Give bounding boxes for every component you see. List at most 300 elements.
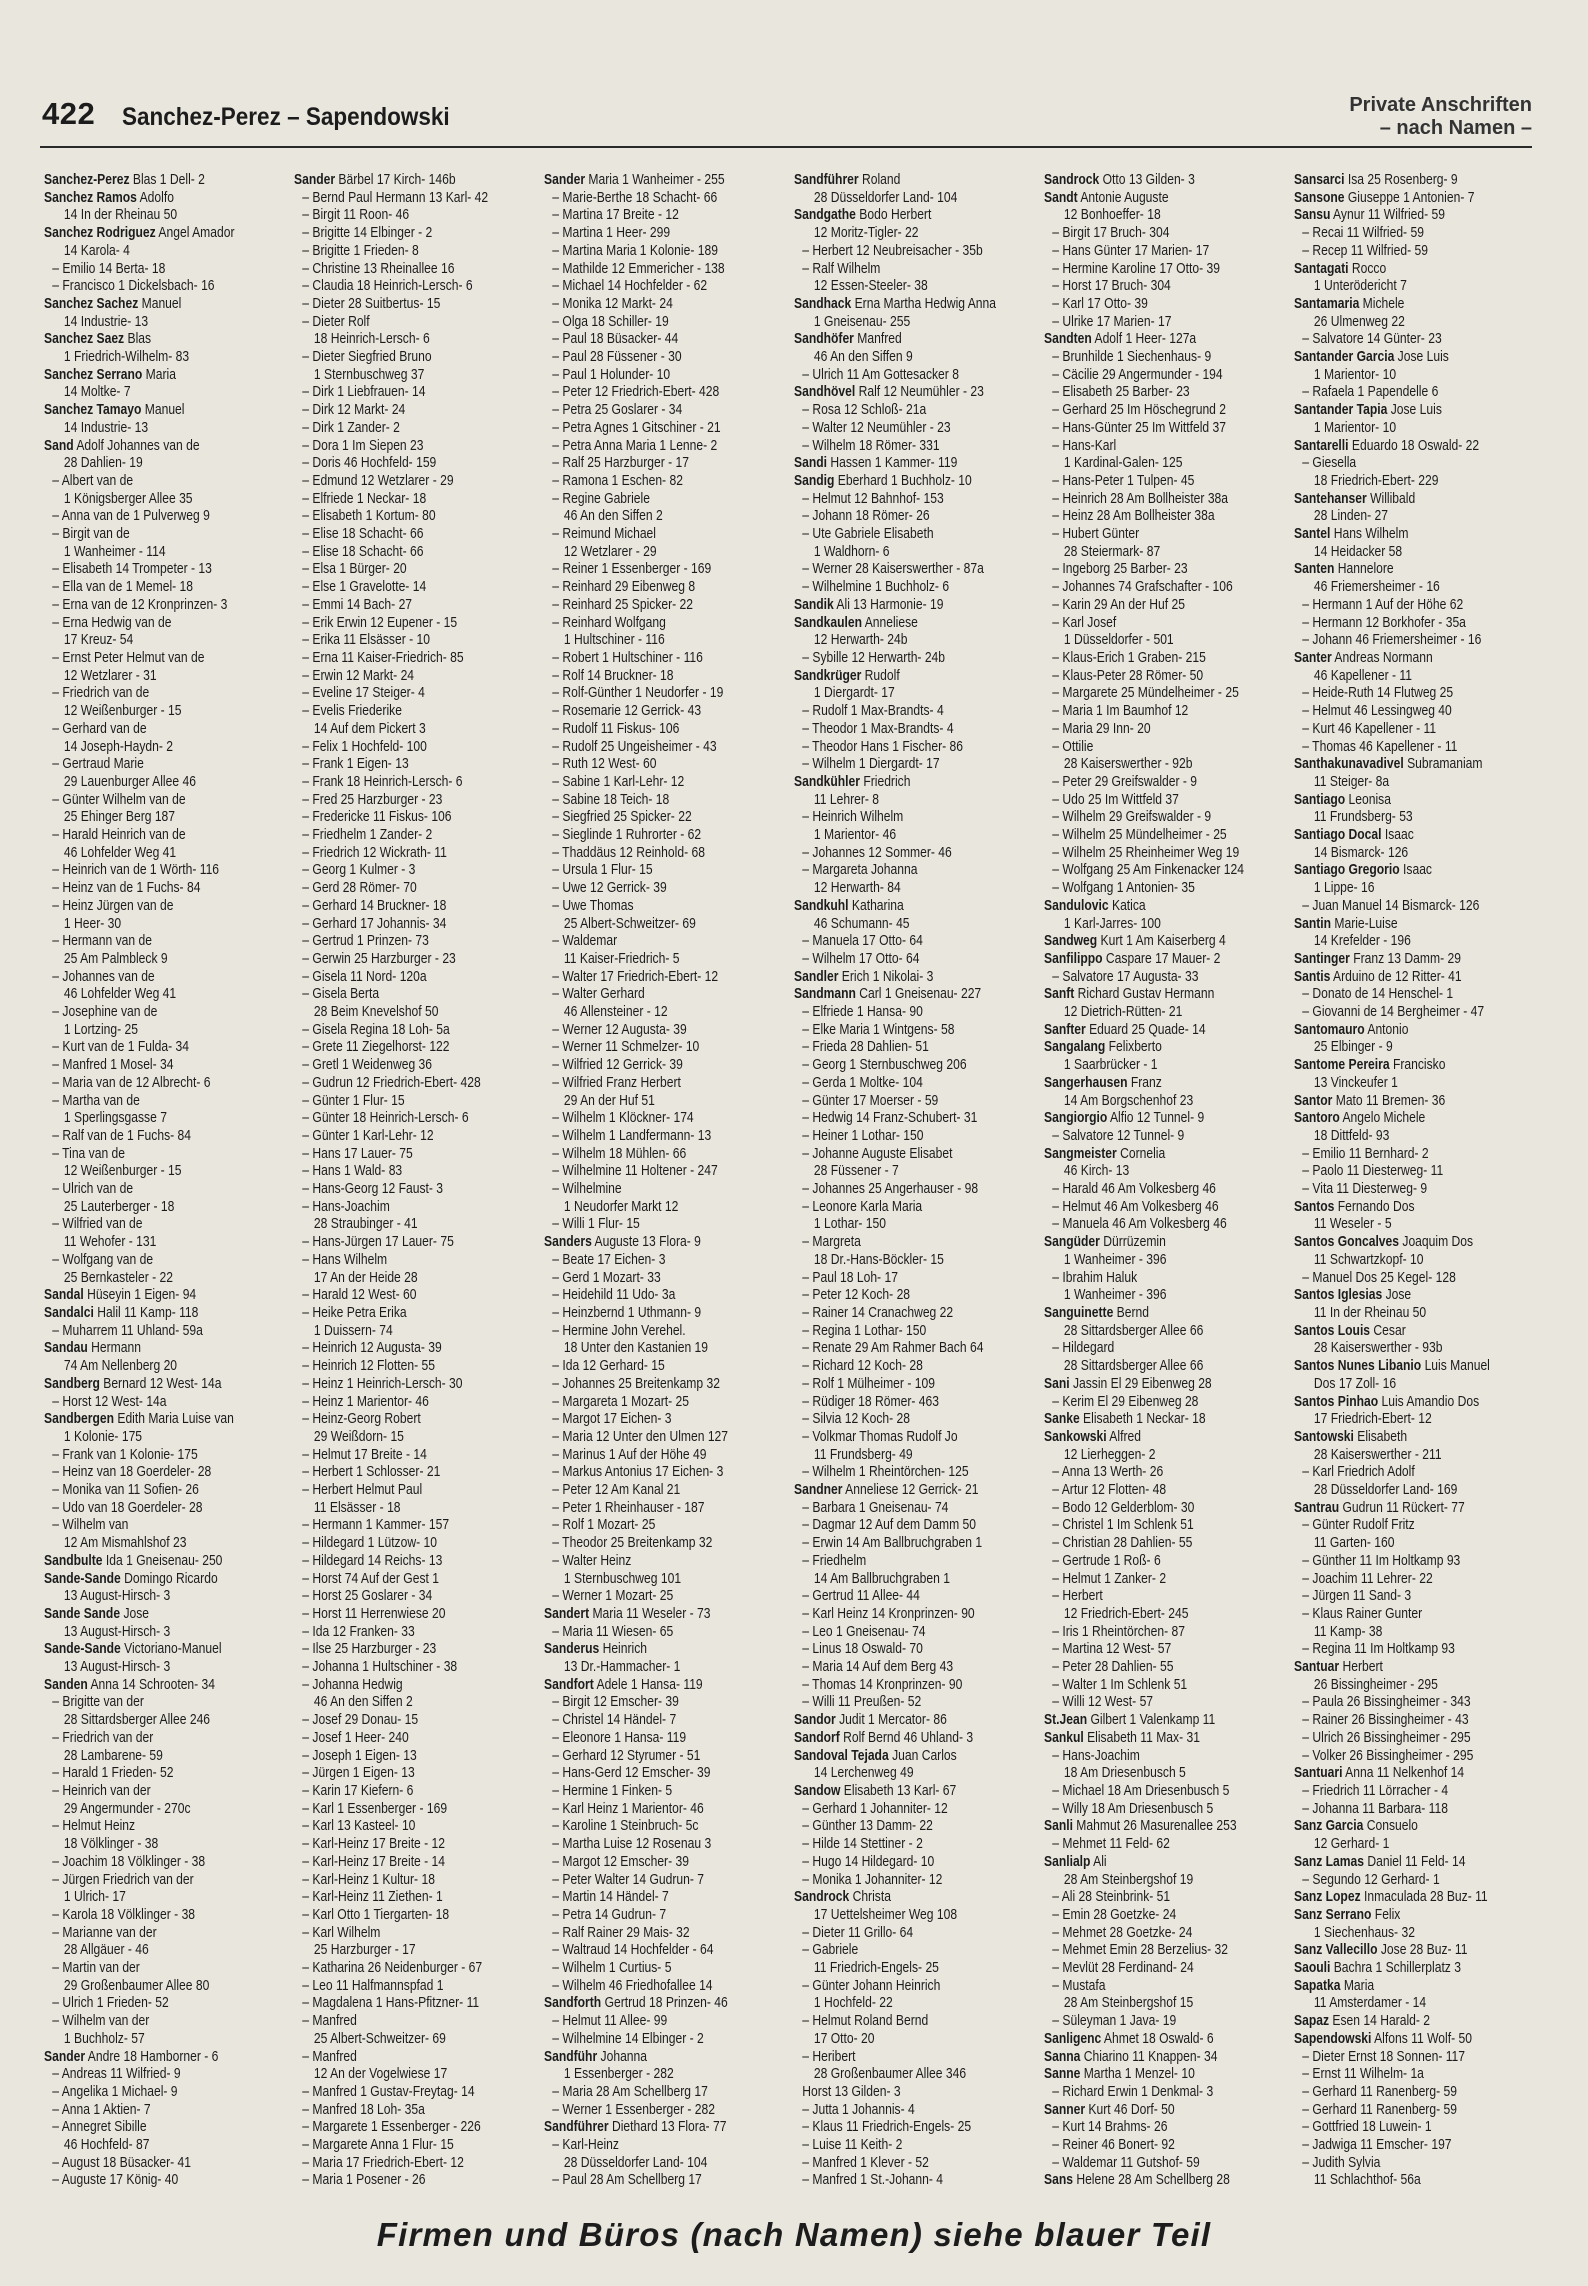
directory-subentry: – Klaus 11 Friedrich-Engels- 25 (802, 2119, 972, 2136)
directory-subentry: – Hugo 14 Hildegard- 10 (802, 1853, 935, 1870)
address-continuation: 28 Düsseldorfer Land- 169 (1313, 1482, 1458, 1499)
directory-subentry: – Auguste 17 König- 40 (52, 2172, 179, 2189)
directory-subentry: – Günter 18 Heinrich-Lersch- 6 (302, 1110, 469, 1127)
surname: Santos (1294, 1198, 1335, 1215)
directory-subentry: Horst 13 Gilden- 3 (802, 2083, 901, 2100)
surname: St.Jean (1044, 1712, 1088, 1729)
address-continuation: 28 Steiermark- 87 (1063, 543, 1161, 560)
directory-subentry: – Günter 1 Flur- 15 (302, 1092, 405, 1109)
entry-detail: Alfred (1106, 1428, 1141, 1445)
directory-subentry: – Margareta Johanna (802, 862, 918, 879)
directory-subentry: – Johannes 25 Breitenkamp 32 (552, 1375, 720, 1392)
directory-subentry: – Dieter 11 Grillo- 64 (802, 1924, 914, 1941)
entry-detail: Isaac (1399, 862, 1432, 879)
surname: Sapaz (1294, 2013, 1330, 2030)
entry-detail: Gudrun 11 Rückert- 77 (1339, 1499, 1465, 1516)
directory-subentry: – Gertrud 1 Prinzen- 73 (302, 933, 429, 950)
directory-subentry: – Theodor Hans 1 Fischer- 86 (802, 738, 963, 755)
directory-subentry: – Dieter Siegfried Bruno (302, 349, 432, 366)
surname: Sanligenc (1044, 2030, 1102, 2047)
surname: Sandik (794, 596, 834, 613)
directory-subentry: – Jürgen Friedrich van der (52, 1871, 194, 1888)
directory-subentry: – Werner 28 Kaiserswerther - 87a (802, 561, 984, 578)
directory-subentry: – Johannes van de (52, 968, 155, 985)
address-continuation: 14 Am Ballbruchgraben 1 (813, 1570, 950, 1587)
address-continuation: 1 Lothar- 150 (813, 1216, 886, 1233)
entry-detail: Caspare 17 Mauer- 2 (1102, 950, 1221, 967)
entry-detail: Anneliese 12 Gerrick- 21 (842, 1482, 979, 1499)
directory-subentry: – Tina van de (52, 1145, 126, 1162)
address-continuation: 29 Lauenburger Allee 46 (63, 773, 196, 790)
surname: Sans (1044, 2172, 1073, 2189)
directory-entry (1044, 986, 1248, 1004)
address-continuation: 28 Sittardsberger Allee 246 (63, 1712, 211, 1729)
entry-detail: Herbert (1339, 1659, 1383, 1676)
entry-detail: Diethard 13 Flora- 77 (608, 2119, 727, 2136)
directory-subentry: – Maria 28 Am Schellberg 17 (552, 2083, 708, 2100)
directory-subentry: – Wilhelmine 14 Elbinger - 2 (552, 2030, 704, 2047)
directory-column-2 (294, 172, 540, 2196)
surname: Santin (1294, 915, 1332, 932)
entry-detail: Isaac (1381, 827, 1414, 844)
directory-entry (544, 1641, 748, 1659)
directory-subentry: – Petra Anna Maria 1 Lenne- 2 (552, 437, 718, 454)
surname: Santarelli (1294, 437, 1349, 454)
directory-subentry: – Anna van de 1 Pulverweg 9 (52, 508, 210, 525)
directory-entry (794, 615, 998, 633)
directory-entry (1294, 1093, 1498, 1111)
surname: Sanders (544, 1234, 592, 1251)
directory-subentry: – Dagmar 12 Auf dem Damm 50 (802, 1517, 977, 1534)
address-continuation: 13 Dr.-Hammacher- 1 (563, 1659, 681, 1676)
address-continuation: 18 Friedrich-Ebert- 229 (1313, 472, 1439, 489)
surname: Sandforth (544, 1995, 602, 2012)
address-continuation: 12 Moritz-Tigler- 22 (813, 225, 919, 242)
directory-subentry: – Hermine 1 Finken- 5 (552, 1782, 673, 1799)
directory-subentry: – Friedhelm 1 Zander- 2 (302, 827, 433, 844)
directory-entry (1044, 2066, 1248, 2084)
address-continuation: 14 Industrie- 13 (63, 419, 149, 436)
entry-detail: Anneliese (861, 614, 918, 631)
directory-subentry: – Luise 11 Keith- 2 (802, 2137, 903, 2154)
directory-subentry: – Ernst 11 Wilhelm- 1a (1302, 2066, 1424, 2083)
directory-subentry: – Karola 18 Völklinger - 38 (52, 1906, 196, 1923)
directory-entry (44, 190, 248, 208)
surname: Sanz Serrano (1294, 1906, 1372, 1923)
address-continuation: 1 Gneisenau- 255 (813, 313, 911, 330)
surname: Santor (1294, 1092, 1333, 1109)
directory-entry (1044, 331, 1248, 349)
directory-subentry: – Marie-Berthe 18 Schacht- 66 (552, 189, 718, 206)
directory-subentry: – Hans Wilhelm (302, 1251, 388, 1268)
entry-detail: Roland (858, 172, 901, 188)
surname: Sanke (1044, 1411, 1080, 1428)
address-continuation: 1 Marientor- 46 (813, 827, 897, 844)
section-label-line1: Private Anschriften (1349, 94, 1532, 116)
directory-subentry: – Grete 11 Ziegelhorst- 122 (302, 1039, 450, 1056)
directory-entry (544, 1606, 748, 1624)
surname: Santinger (1294, 950, 1350, 967)
directory-subentry: – Brigitte van der (52, 1694, 144, 1711)
entry-detail: Martha 1 Menzel- 10 (1080, 2066, 1195, 2083)
directory-subentry: – Mathilde 12 Emmericher - 138 (552, 260, 725, 277)
directory-subentry: – Günter Rudolf Fritz (1302, 1517, 1415, 1534)
directory-entry (1044, 1110, 1248, 1128)
directory-subentry: – Sybille 12 Herwarth- 24b (802, 649, 946, 666)
directory-subentry: – Fredericke 11 Fiskus- 106 (302, 809, 452, 826)
directory-subentry: – Rainer 14 Cranachweg 22 (802, 1305, 954, 1321)
surname: Santos Goncalves (1294, 1234, 1400, 1251)
directory-subentry: – Francisco 1 Dickelsbach- 16 (52, 278, 215, 295)
entry-detail: Kurt 1 Am Kaiserberg 4 (1097, 933, 1226, 950)
surname: Santander Tapia (1294, 402, 1388, 419)
surname: Sandweg (1044, 933, 1098, 950)
surname: Santoro (1294, 1110, 1340, 1127)
directory-subentry: – Dirk 12 Markt- 24 (302, 402, 406, 419)
surname: Santehanser (1294, 490, 1367, 507)
directory-entry (794, 1712, 998, 1730)
address-continuation: 11 Garten- 160 (1313, 1535, 1395, 1552)
directory-subentry: – Brunhilde 1 Siechenhaus- 9 (1052, 349, 1212, 366)
address-continuation: 11 Wehofer - 131 (63, 1234, 157, 1251)
directory-entry (794, 331, 998, 349)
directory-entry (1294, 2031, 1498, 2049)
directory-subentry: – Angelika 1 Michael- 9 (52, 2083, 178, 2100)
entry-detail: Bärbel 17 Kirch- 146b (335, 172, 456, 188)
address-continuation: 1 Ulrich- 17 (63, 1889, 126, 1906)
entry-detail: Juan Carlos (888, 1747, 957, 1764)
directory-subentry: – Herbert Helmut Paul (302, 1482, 423, 1499)
directory-subentry: – Horst 74 Auf der Gest 1 (302, 1570, 439, 1587)
directory-entry (794, 296, 998, 314)
address-continuation: 12 Dietrich-Rütten- 21 (1063, 1004, 1183, 1021)
directory-subentry: – Ali 28 Steinbrink- 51 (1052, 1889, 1171, 1906)
directory-subentry: – Thaddäus 12 Reinhold- 68 (552, 844, 705, 861)
directory-subentry: – Elsa 1 Bürger- 20 (302, 561, 407, 578)
directory-subentry: – Dieter Ernst 18 Sonnen- 117 (1302, 2048, 1466, 2065)
entry-detail: Angel Amador (155, 225, 235, 242)
surname: Santiago (1294, 791, 1346, 808)
directory-subentry: – Gerhard 17 Johannis- 34 (302, 915, 447, 932)
surname: Sandführer (794, 172, 859, 188)
directory-entry (1044, 1712, 1248, 1730)
directory-subentry: – Hildegard 1 Lützow- 10 (302, 1535, 437, 1552)
directory-subentry: – Ursula 1 Flur- 15 (552, 862, 653, 879)
surname: Santuari (1294, 1765, 1343, 1782)
directory-subentry: – Manfred (302, 2048, 357, 2065)
directory-subentry: – Maria 14 Auf dem Berg 43 (802, 1659, 954, 1676)
directory-entry (1044, 1039, 1248, 1057)
directory-subentry: – Emilio 11 Bernhard- 2 (1302, 1145, 1429, 1162)
address-continuation: 25 Albert-Schweitzer- 69 (313, 2030, 446, 2047)
directory-subentry: – Waldemar 11 Gutshof- 59 (1052, 2154, 1200, 2171)
directory-subentry: – Karl 1 Essenberger - 169 (302, 1800, 448, 1817)
directory-subentry: – Heinz Jürgen van de (52, 897, 174, 914)
address-continuation: 28 Dahlien- 19 (63, 455, 143, 472)
directory-subentry: – Kurt 14 Brahms- 26 (1052, 2119, 1168, 2136)
address-continuation: 46 An den Siffen 9 (813, 349, 913, 366)
entry-detail: Adolfo (136, 189, 174, 206)
address-continuation: 12 Herwarth- 84 (813, 880, 901, 897)
surname: Santhakunavadivel (1294, 756, 1404, 773)
address-continuation: 18 Heinrich-Lersch- 6 (313, 331, 430, 348)
surname: Sandi (794, 455, 827, 472)
directory-subentry: – Hans-Georg 12 Faust- 3 (302, 1181, 444, 1198)
directory-subentry: – Annegret Sibille (52, 2119, 147, 2136)
address-continuation: 25 Elbinger - 9 (1313, 1039, 1393, 1056)
address-continuation: 1 Siechenhaus- 32 (1313, 1924, 1415, 1941)
directory-subentry: – Marianne van der (52, 1924, 157, 1941)
surname: Sandalci (44, 1305, 94, 1321)
directory-entry (794, 969, 998, 987)
address-continuation: 74 Am Nellenberg 20 (63, 1358, 178, 1375)
directory-subentry: – Martina 17 Breite - 12 (552, 207, 679, 224)
entry-detail: Katica (1108, 897, 1146, 914)
directory-subentry: – Emin 28 Goetzke- 24 (1052, 1906, 1177, 1923)
directory-subentry: – Linus 18 Oswald- 70 (802, 1641, 923, 1658)
directory-entry (794, 668, 998, 686)
directory-subentry: – Petra Agnes 1 Gitschiner - 21 (552, 419, 721, 436)
directory-subentry: – Willi 11 Preußen- 52 (802, 1694, 922, 1711)
directory-subentry: – Georg 1 Sternbuschweg 206 (802, 1057, 967, 1074)
directory-entry (1044, 1305, 1248, 1323)
directory-entry (1294, 1394, 1498, 1412)
address-continuation: 28 Großenbaumer Allee 346 (813, 2066, 967, 2083)
directory-subentry: – Josef 29 Donau- 15 (302, 1712, 419, 1729)
directory-entry (1294, 1765, 1498, 1783)
entry-detail: Friedrich (859, 773, 911, 790)
directory-subentry: – Dirk 1 Liebfrauen- 14 (302, 384, 426, 401)
directory-subentry: – Edmund 12 Wetzlarer - 29 (302, 472, 454, 489)
directory-subentry: – Kurt van de 1 Fulda- 34 (52, 1039, 189, 1056)
directory-subentry: – Paula 26 Bissingheimer - 343 (1302, 1694, 1471, 1711)
surname: Sanft (1044, 986, 1075, 1003)
directory-subentry: – Heiner 1 Lothar- 150 (802, 1127, 924, 1144)
directory-subentry: – Johannes 25 Angerhauser - 98 (802, 1181, 979, 1198)
directory-entry (1294, 1057, 1498, 1075)
directory-subentry: – Salvatore 12 Tunnel- 9 (1052, 1127, 1185, 1144)
directory-subentry: – Karl 17 Otto- 39 (1052, 295, 1148, 312)
address-continuation: 14 Karola- 4 (63, 242, 130, 259)
directory-subentry: – Günther 11 Im Holtkamp 93 (1302, 1552, 1461, 1569)
address-continuation: 1 Marientor- 10 (1313, 419, 1397, 436)
directory-subentry: – Hans-Peter 1 Tulpen- 45 (1052, 472, 1195, 489)
address-continuation: 12 Gerhard- 1 (1313, 1836, 1390, 1853)
directory-subentry: – Peter 12 Koch- 28 (802, 1287, 911, 1304)
address-continuation: 1 Wanheimer - 114 (63, 543, 166, 560)
directory-entry (1294, 1022, 1498, 1040)
directory-subentry: – Wolfgang 25 Am Finkenacker 124 (1052, 862, 1244, 879)
address-continuation: 46 Lohfelder Weg 41 (63, 986, 177, 1003)
directory-subentry: – Barbara 1 Gneisenau- 74 (802, 1499, 949, 1516)
directory-subentry: – Ute Gabriele Elisabeth (802, 526, 934, 543)
entry-detail: Elisabeth (1353, 1428, 1408, 1445)
directory-subentry: – Martin van der (52, 1960, 140, 1977)
entry-detail: Ida 1 Gneisenau- 250 (102, 1552, 223, 1569)
directory-subentry: – Christian 28 Dahlien- 55 (1052, 1535, 1193, 1552)
directory-subentry: – Wilhelm 1 Landfermann- 13 (552, 1127, 712, 1144)
directory-subentry: – Wilhelm 18 Mühlen- 66 (552, 1145, 687, 1162)
address-continuation: 26 Bissingheimer - 295 (1313, 1676, 1438, 1693)
surname: Santomauro (1294, 1021, 1365, 1038)
surname: Sandoval Tejada (794, 1747, 889, 1764)
directory-subentry: – Andreas 11 Wilfried- 9 (52, 2066, 181, 2083)
address-continuation: 1 Lippe- 16 (1313, 880, 1375, 897)
entry-detail: Luis Manuel (1421, 1358, 1490, 1375)
directory-subentry: – Karin 29 An der Huf 25 (1052, 596, 1185, 613)
entry-detail: Kurt 46 Dorf- 50 (1085, 2101, 1175, 2118)
directory-subentry: – Jürgen 1 Eigen- 13 (302, 1765, 415, 1782)
address-continuation: 14 Bismarck- 126 (1313, 844, 1409, 861)
directory-subentry: – Mustafa (1052, 1977, 1106, 1994)
directory-entry (1044, 1854, 1248, 1872)
surname: Sanchez-Perez (44, 172, 130, 188)
directory-subentry: – Dieter 28 Suitbertus- 15 (302, 295, 441, 312)
surname: Sandkühler (794, 773, 860, 790)
directory-subentry: – Maria 12 Unter den Ulmen 127 (552, 1428, 729, 1445)
address-continuation: 46 An den Siffen 2 (563, 508, 663, 525)
directory-subentry: – Helmut 11 Allee- 99 (552, 2013, 668, 2030)
directory-subentry: – Ulrike 17 Marien- 17 (1052, 313, 1172, 330)
directory-subentry: – Monika van 11 Sofien- 26 (52, 1482, 199, 1499)
address-continuation: 28 Füssener - 7 (813, 1163, 899, 1180)
page-name-range: Sanchez-Perez – Sapendowski (122, 103, 450, 131)
directory-subentry: – Karoline 1 Steinbruch- 5c (552, 1818, 699, 1835)
directory-subentry: – Karl Josef (1052, 614, 1117, 631)
address-continuation: 1 Sperlingsgasse 7 (63, 1110, 167, 1127)
directory-subentry: – Hans-Jürgen 17 Lauer- 75 (302, 1234, 454, 1251)
directory-entry (1294, 2013, 1498, 2031)
entry-detail: Joaquim Dos (1399, 1234, 1474, 1251)
directory-subentry: – Horst 12 West- 14a (52, 1393, 167, 1410)
directory-subentry: – Heide-Ruth 14 Flutweg 25 (1302, 685, 1454, 702)
entry-detail: Jose 28 Buz- 11 (1377, 1942, 1468, 1959)
directory-subentry: – Thomas 14 Kronprinzen- 90 (802, 1676, 963, 1693)
directory-subentry: – Hedwig 14 Franz-Schubert- 31 (802, 1110, 978, 1127)
directory-subentry: – Gisela Regina 18 Loh- 5a (302, 1021, 450, 1038)
directory-subentry: – Gerhard 25 Im Höschegrund 2 (1052, 402, 1227, 419)
directory-entry (1044, 172, 1248, 190)
directory-subentry: – Maria van de 12 Albrecht- 6 (52, 1074, 211, 1091)
directory-subentry: – Maria 1 Posener - 26 (302, 2172, 426, 2189)
surname: Sandor (794, 1712, 836, 1729)
directory-entry (794, 774, 998, 792)
surname: Santen (1294, 561, 1335, 578)
surname: Sanna (1044, 2048, 1081, 2065)
directory-subentry: – Heinz van 18 Goerdeler- 28 (52, 1464, 212, 1481)
directory-entry (44, 1376, 248, 1394)
directory-entry (1294, 1323, 1498, 1341)
directory-subentry: – Gerhard 1 Johanniter- 12 (802, 1800, 948, 1817)
surname: Sandten (1044, 331, 1092, 348)
directory-subentry: – Manuela 46 Am Volkesberg 46 (1052, 1216, 1227, 1233)
directory-entry (1294, 172, 1498, 190)
directory-subentry: – Gerda 1 Moltke- 104 (802, 1074, 923, 1091)
address-continuation: 46 Schumann- 45 (813, 915, 910, 932)
directory-subentry: – Helmut Roland Bernd (802, 2013, 929, 2030)
directory-subentry: – Elisabeth 1 Kortum- 80 (302, 508, 436, 525)
directory-subentry: – Eleonore 1 Hansa- 119 (552, 1729, 687, 1746)
directory-entry (1294, 1659, 1498, 1677)
entry-detail: Anna 14 Schrooten- 34 (87, 1676, 216, 1693)
directory-subentry: – Rüdiger 18 Römer- 463 (802, 1393, 939, 1410)
directory-column-6 (1294, 172, 1540, 2196)
directory-subentry: – Recai 11 Wilfried- 59 (1302, 225, 1424, 242)
directory-subentry: – Ralf 25 Harzburger - 17 (552, 455, 689, 472)
address-continuation: 28 Allgäuer - 46 (63, 1942, 149, 1959)
surname: Sandhack (794, 295, 852, 312)
directory-entry (1294, 1199, 1498, 1217)
directory-subentry: – Hans 17 Lauer- 75 (302, 1145, 413, 1162)
directory-entry (44, 402, 248, 420)
entry-detail: Richard Gustav Hermann (1074, 986, 1215, 1003)
surname: Santome Pereira (1294, 1057, 1390, 1074)
address-continuation: 12 Weißenburger - 15 (63, 703, 182, 720)
directory-subentry: – Wilhelmine 11 Holtener - 247 (552, 1163, 718, 1180)
entry-detail: Aynur 11 Wilfried- 59 (1330, 207, 1446, 224)
directory-entry (1294, 1287, 1498, 1305)
surname: Sandner (794, 1482, 843, 1499)
directory-subentry: – Ibrahim Haluk (1052, 1269, 1138, 1286)
directory-subentry: – Heinrich 12 Flotten- 55 (302, 1358, 435, 1375)
directory-subentry: – Erik Erwin 12 Eupener - 15 (302, 614, 458, 631)
surname: Sapatka (1294, 1977, 1341, 1994)
directory-entry (1294, 1889, 1498, 1907)
directory-subentry: – Walter 17 Friedrich-Ebert- 12 (552, 968, 719, 985)
surname: Santiago Docal (1294, 827, 1382, 844)
address-continuation: 28 Kaiserswerther - 211 (1313, 1446, 1442, 1463)
directory-subentry: – Süleyman 1 Java- 19 (1052, 2013, 1177, 2030)
surname: Sankul (1044, 1729, 1084, 1746)
directory-entry (44, 1340, 248, 1358)
directory-subentry: – Heidehild 11 Udo- 3a (552, 1287, 676, 1304)
surname: Sander (294, 172, 336, 188)
directory-subentry: – Wilhelm 1 Rheintörchen- 125 (802, 1464, 969, 1481)
directory-subentry: – Erna Hedwig van de (52, 614, 172, 631)
directory-subentry: – Walter 1 Im Schlenk 51 (1052, 1676, 1188, 1693)
directory-subentry: – Paolo 11 Diesterweg- 11 (1302, 1163, 1444, 1180)
directory-subentry: – Kerim El 29 Eibenweg 28 (1052, 1393, 1199, 1410)
directory-subentry: – Horst 25 Goslarer - 34 (302, 1588, 433, 1605)
directory-subentry: – Evelis Friederike (302, 703, 402, 720)
surname: Santos Louis (1294, 1322, 1371, 1339)
address-continuation: 12 Lierheggen- 2 (1063, 1446, 1156, 1463)
directory-subentry: – Hermine Karoline 17 Otto- 39 (1052, 260, 1220, 277)
address-continuation: 28 Kaiserswerther - 92b (1063, 756, 1193, 773)
directory-subentry: – Wilhelm 46 Friedhofallee 14 (552, 1977, 713, 1994)
entry-detail: Johanna (597, 2048, 648, 2065)
directory-subentry: – Maria 17 Friedrich-Ebert- 12 (302, 2154, 464, 2171)
directory-subentry: – Gerhard 14 Bruckner- 18 (302, 897, 447, 914)
directory-subentry: – Heinrich 28 Am Bollheister 38a (1052, 490, 1229, 507)
entry-detail: Elisabeth 13 Karl- 67 (840, 1782, 957, 1799)
address-continuation: 14 Auf dem Pickert 3 (313, 720, 426, 737)
address-continuation: 17 Kreuz- 54 (63, 632, 134, 649)
surname: Santos Iglesias (1294, 1287, 1383, 1304)
directory-subentry: – Margarete Anna 1 Flur- 15 (302, 2137, 454, 2154)
directory-subentry: – Paul 28 Füssener - 30 (552, 349, 682, 366)
address-continuation: 1 Hochfeld- 22 (813, 1995, 893, 2012)
directory-subentry: – Ilse 25 Harzburger - 23 (302, 1641, 437, 1658)
directory-subentry: – Johanna 1 Hultschiner - 38 (302, 1659, 458, 1676)
directory-subentry: – Elise 18 Schacht- 66 (302, 526, 424, 543)
entry-detail: Consuelo (1363, 1818, 1418, 1835)
directory-subentry: – Gerhard 11 Ranenberg- 59 (1302, 2101, 1457, 2118)
directory-subentry: – Maria 29 Inn- 20 (1052, 720, 1151, 737)
directory-subentry: – Wilhelm 25 Rheinheimer Weg 19 (1052, 844, 1240, 861)
directory-entry (794, 898, 998, 916)
address-continuation: 46 Allensteiner - 12 (563, 1004, 668, 1021)
